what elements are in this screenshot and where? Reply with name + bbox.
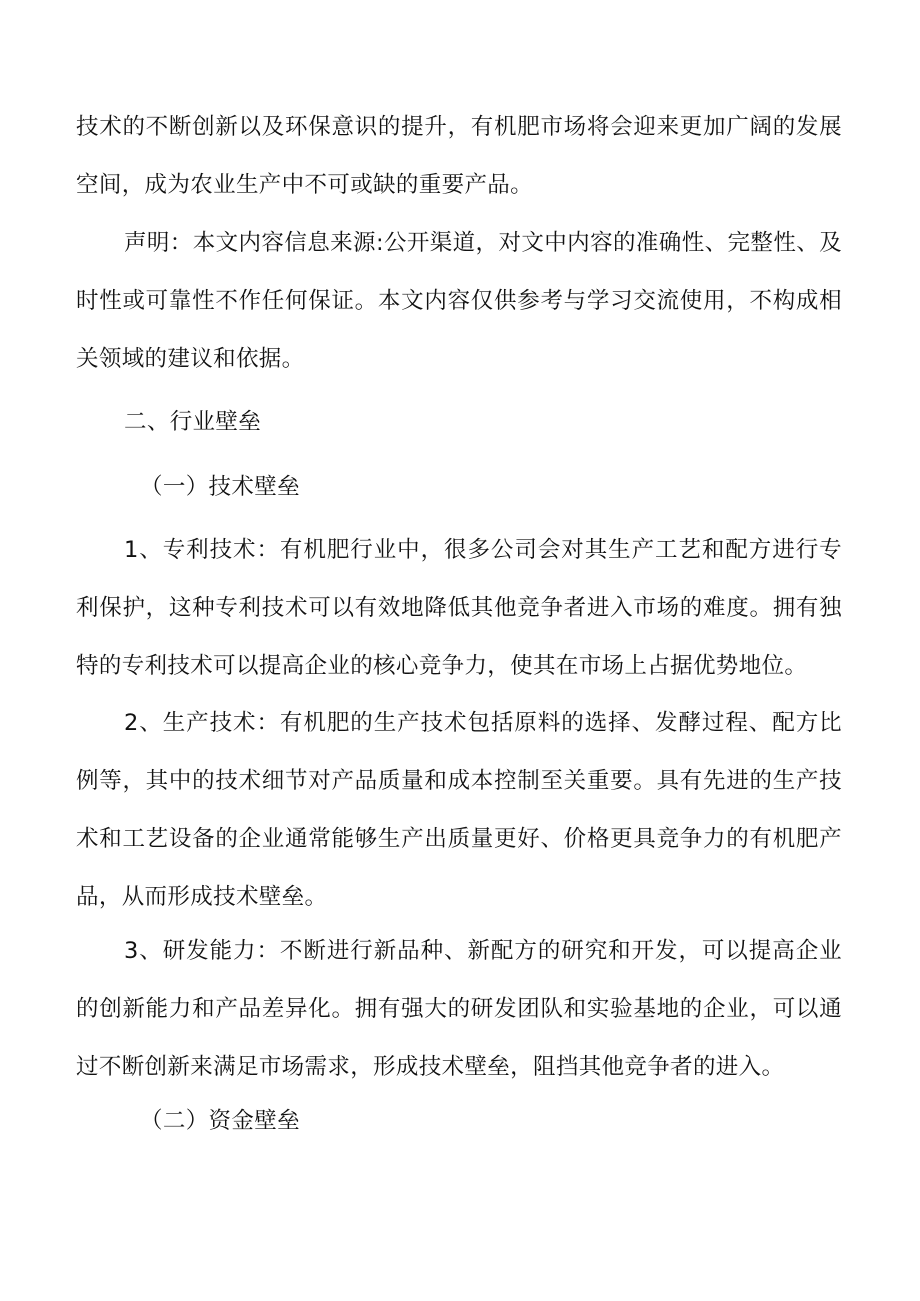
disclaimer-paragraph: 声明：本文内容信息来源:公开渠道，对文中内容的准确性、完整性、及时性或可靠性不作任何保证。本文内容仅供参考与学习交流使用，不构成相关领域的建议和依据。 [76, 230, 842, 372]
item-1-paragraph: 1、专利技术：有机肥行业中，很多公司会对其生产工艺和配方进行专利保护，这种专利技术可以有效地降低其他竞争者进入市场的难度。拥有独特的专利技术可以提高企业的核心竞争力，使其在市场上占据优势地位。 [76, 537, 842, 679]
subsection-1-heading: （一）技术壁垒 [140, 474, 300, 500]
subsection-2-heading: （二）资金壁垒 [140, 1108, 300, 1134]
section-heading: 二、行业壁垒 [124, 409, 262, 435]
continuation-paragraph: 技术的不断创新以及环保意识的提升，有机肥市场将会迎来更加广阔的发展空间，成为农业生产中不可或缺的重要产品。 [76, 114, 842, 198]
item-2-paragraph: 2、生产技术：有机肥的生产技术包括原料的选择、发酵过程、配方比例等，其中的技术细节对产品质量和成本控制至关重要。具有先进的生产技术和工艺设备的企业通常能够生产出质量更好、价格更具竞争力的有机肥产品，从而形成技术壁垒。 [76, 710, 842, 910]
item-3-paragraph: 3、研发能力：不断进行新品种、新配方的研究和开发，可以提高企业的创新能力和产品差异化。拥有强大的研发团队和实验基地的企业，可以通过不断创新来满足市场需求，形成技术壁垒，阻挡其他竞争者的进入。 [76, 938, 842, 1080]
